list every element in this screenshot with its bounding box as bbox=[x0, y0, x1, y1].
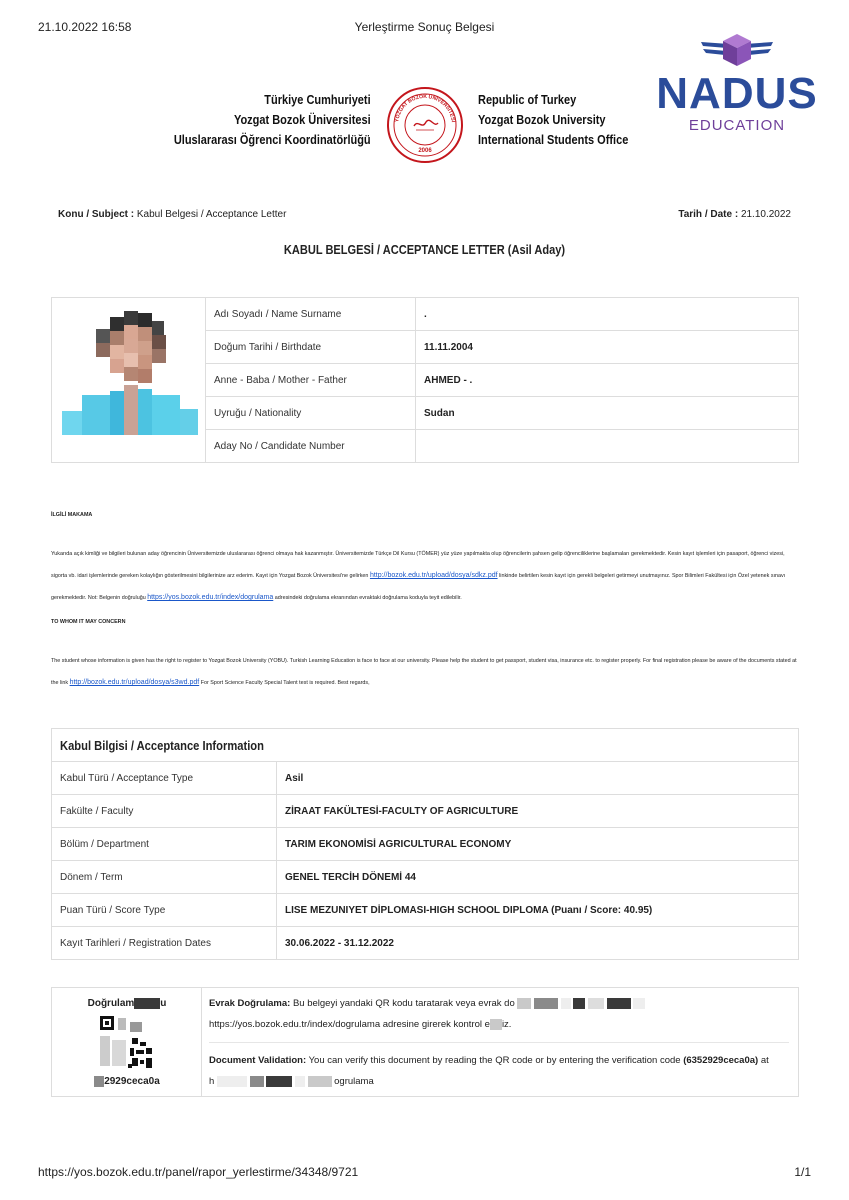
code-text: 2929ceca0a bbox=[104, 1076, 160, 1088]
redaction-block bbox=[217, 1076, 247, 1087]
table-row bbox=[52, 927, 799, 960]
acceptance-value: TARIM EKONOMİSİ AGRICULTURAL ECONOMY bbox=[277, 828, 799, 861]
date-label: Tarih / Date : bbox=[678, 209, 739, 220]
verify-tr-text: Bu belgeyi yandaki QR kodu taratarak veya evrak do bbox=[292, 998, 515, 1010]
redaction-block bbox=[573, 998, 585, 1009]
verify-tr-line1 bbox=[209, 998, 645, 1009]
redaction-block bbox=[266, 1076, 292, 1087]
notice-text: Yukarıda açık kimliği ve bilgileri bulunan aday öğrencinin Üniversitemizde uluslararası öğrenci olmaya hak kazanmıştır. Üniversitemizde Türkçe Dil Kursu (TÖMER) yüz yüze yapılmakta olup öğrencilerin şahsen gelip öğrenciliklerine başlamaları gerekmektedir. Kesin kayıt işlemleri için pasaport, öğrenci vizesi, sigorta vb. idari işlemlerinde gereken kolaylığın gösterilmesini bilgilerinize arz ederim. Kayıt için Yozgat Bozok Üniversitesi'ne gelirken bbox=[51, 551, 785, 579]
redaction-block bbox=[588, 998, 604, 1009]
verify-tr-label: Evrak Doğrulama: bbox=[209, 998, 291, 1010]
verification-box bbox=[51, 987, 799, 1097]
verify-tr-url-text: https://yos.bozok.edu.tr/index/dogrulama adresine girerek kontrol e bbox=[209, 1019, 490, 1031]
notice-text: linkinde belirtilen kesin kayıt için gerekli belgeleri getirmeyi unutmayınız. Spor Bilimleri Fakültesi için Özel yetenek sınavı gerekmektedir. Not: Belgenin doğruluğu bbox=[51, 573, 786, 601]
table-row bbox=[52, 894, 799, 927]
print-page-count: 1/1 bbox=[794, 1165, 811, 1179]
personal-info-table bbox=[51, 297, 799, 463]
student-photo bbox=[52, 298, 206, 463]
institution-tr-line: Yozgat Bozok Üniversitesi bbox=[234, 113, 371, 127]
notice-heading-tr: İLGİLİ MAKAMA bbox=[51, 512, 93, 518]
date-value: 21.10.2022 bbox=[740, 209, 791, 220]
table-row bbox=[52, 762, 799, 795]
institution-tr-line: Uluslararası Öğrenci Koordinatörlüğü bbox=[174, 133, 371, 147]
verify-tr-end: iz. bbox=[501, 1019, 512, 1031]
divider bbox=[209, 1042, 789, 1043]
qr-title bbox=[52, 998, 202, 1009]
subject-line bbox=[58, 209, 286, 220]
acceptance-value: GENEL TERCİH DÖNEMİ 44 bbox=[277, 861, 799, 894]
table-row bbox=[52, 828, 799, 861]
document-link[interactable]: http://bozok.edu.tr/upload/dosya/sdkz.pdf bbox=[369, 572, 498, 579]
table-header-row bbox=[52, 729, 799, 762]
redaction-block bbox=[250, 1076, 264, 1087]
acceptance-label: Kayıt Tarihleri / Registration Dates bbox=[52, 927, 277, 960]
table-row bbox=[52, 298, 799, 331]
person-value bbox=[416, 430, 799, 463]
university-seal bbox=[386, 86, 464, 164]
qr-title-end: u bbox=[160, 998, 167, 1010]
acceptance-label: Kabul Türü / Acceptance Type bbox=[52, 762, 277, 795]
verify-en-label: Document Validation: bbox=[209, 1055, 307, 1066]
verify-en-at: at bbox=[760, 1055, 769, 1066]
person-label: Adı Soyadı / Name Surname bbox=[206, 298, 416, 331]
acceptance-label: Bölüm / Department bbox=[52, 828, 277, 861]
notice-text: For Sport Science Faculty Special Talent test is required. Best regards, bbox=[200, 680, 370, 686]
notice-text: adresindeki doğrulama ekranından evraktaki doğrulama koduyla teyit edilebilir. bbox=[274, 595, 462, 601]
person-value: 11.11.2004 bbox=[416, 331, 799, 364]
redaction-block bbox=[94, 1076, 104, 1087]
verification-link[interactable]: https://yos.bozok.edu.tr/index/dogrulama bbox=[147, 594, 274, 601]
document-title: KABUL BELGESİ / ACCEPTANCE LETTER (Asil Aday) bbox=[283, 242, 566, 257]
verify-en-end: ogrulama bbox=[334, 1076, 374, 1088]
seal-year: 2006 bbox=[418, 148, 432, 154]
institution-tr-line: Türkiye Cumhuriyeti bbox=[264, 93, 371, 107]
notice-paragraph-tr bbox=[51, 544, 799, 609]
redaction-block bbox=[633, 998, 645, 1009]
verify-en-start: h bbox=[209, 1076, 215, 1088]
acceptance-value: 30.06.2022 - 31.12.2022 bbox=[277, 927, 799, 960]
redaction-block bbox=[534, 998, 558, 1009]
person-label: Anne - Baba / Mother - Father bbox=[206, 364, 416, 397]
redaction-block bbox=[308, 1076, 332, 1087]
acceptance-title bbox=[52, 729, 799, 762]
date-line bbox=[678, 209, 791, 220]
subject-label: Konu / Subject : bbox=[58, 209, 135, 220]
table-row bbox=[52, 861, 799, 894]
redaction-block bbox=[295, 1076, 305, 1087]
nadus-brand: NADUS bbox=[656, 69, 818, 118]
redaction-block bbox=[607, 998, 631, 1009]
acceptance-value: LISE MEZUNIYET DİPLOMASI-HIGH SCHOOL DIPLOMA (Puanı / Score: 40.95) bbox=[277, 894, 799, 927]
notice-paragraph-en bbox=[51, 651, 799, 694]
acceptance-label: Dönem / Term bbox=[52, 861, 277, 894]
person-value: AHMED - . bbox=[416, 364, 799, 397]
acceptance-label: Puan Türü / Score Type bbox=[52, 894, 277, 927]
verification-code-partial bbox=[52, 1076, 202, 1087]
verify-en-text: You can verify this document by reading the QR code or by entering the verification code bbox=[308, 1055, 681, 1066]
print-page-title: Yerleştirme Sonuç Belgesi bbox=[354, 20, 495, 34]
institution-en-line: Republic of Turkey bbox=[478, 93, 577, 107]
redaction-block bbox=[490, 1019, 502, 1030]
person-label: Doğum Tarihi / Birthdate bbox=[206, 331, 416, 364]
institution-tr bbox=[174, 90, 371, 150]
verify-en-line1 bbox=[209, 1055, 769, 1066]
qr-cell bbox=[52, 988, 202, 1096]
redaction-block bbox=[517, 998, 531, 1009]
print-url: https://yos.bozok.edu.tr/panel/rapor_yerlestirme/34348/9721 bbox=[38, 1165, 359, 1179]
print-datetime: 21.10.2022 16:58 bbox=[38, 20, 132, 34]
redaction-block bbox=[134, 998, 160, 1009]
acceptance-value: Asil bbox=[277, 762, 799, 795]
nadus-sub: EDUCATION bbox=[688, 117, 786, 134]
verify-tr-line2 bbox=[209, 1019, 511, 1030]
cube-wings-icon bbox=[699, 32, 775, 74]
person-value: . bbox=[416, 298, 799, 331]
photo-pixelated bbox=[52, 299, 204, 459]
acceptance-info-table bbox=[51, 728, 799, 960]
person-label: Uyruğu / Nationality bbox=[206, 397, 416, 430]
institution-en-line: Yozgat Bozok University bbox=[478, 113, 606, 127]
institution-en bbox=[478, 90, 628, 150]
qr-code-icon[interactable] bbox=[100, 1016, 154, 1070]
verify-en-code: (6352929ceca0a) bbox=[683, 1055, 759, 1066]
acceptance-title-text: Kabul Bilgisi / Acceptance Information bbox=[60, 737, 264, 753]
seal-text: YOZGAT BOZOK ÜNİVERSİTESİ bbox=[394, 93, 456, 123]
acceptance-value: ZİRAAT FAKÜLTESİ-FACULTY OF AGRICULTURE bbox=[277, 795, 799, 828]
table-row bbox=[52, 795, 799, 828]
notice-heading-en: TO WHOM IT MAY CONCERN bbox=[51, 619, 126, 625]
person-label: Aday No / Candidate Number bbox=[206, 430, 416, 463]
acceptance-label: Fakülte / Faculty bbox=[52, 795, 277, 828]
notice-text: The student whose information is given has the right to register to Yozgat Bozok University (YOBU). Turkish Learning Education is face to face at our university. Please help the student to get passport, student visa, insurance etc. to register properly. For final registration please be aware of the documents stated at the link bbox=[51, 658, 797, 686]
document-link[interactable]: http://bozok.edu.tr/upload/dosya/s3wd.pdf bbox=[69, 679, 200, 686]
notice-section bbox=[51, 512, 799, 686]
redaction-block bbox=[561, 998, 571, 1009]
person-value: Sudan bbox=[416, 397, 799, 430]
qr-title-text: Doğrulam bbox=[87, 998, 135, 1010]
institution-en-line: International Students Office bbox=[478, 133, 629, 147]
verify-en-line2 bbox=[209, 1076, 374, 1087]
subject-value: Kabul Belgesi / Acceptance Letter bbox=[136, 209, 287, 220]
nadus-logo bbox=[652, 32, 822, 132]
